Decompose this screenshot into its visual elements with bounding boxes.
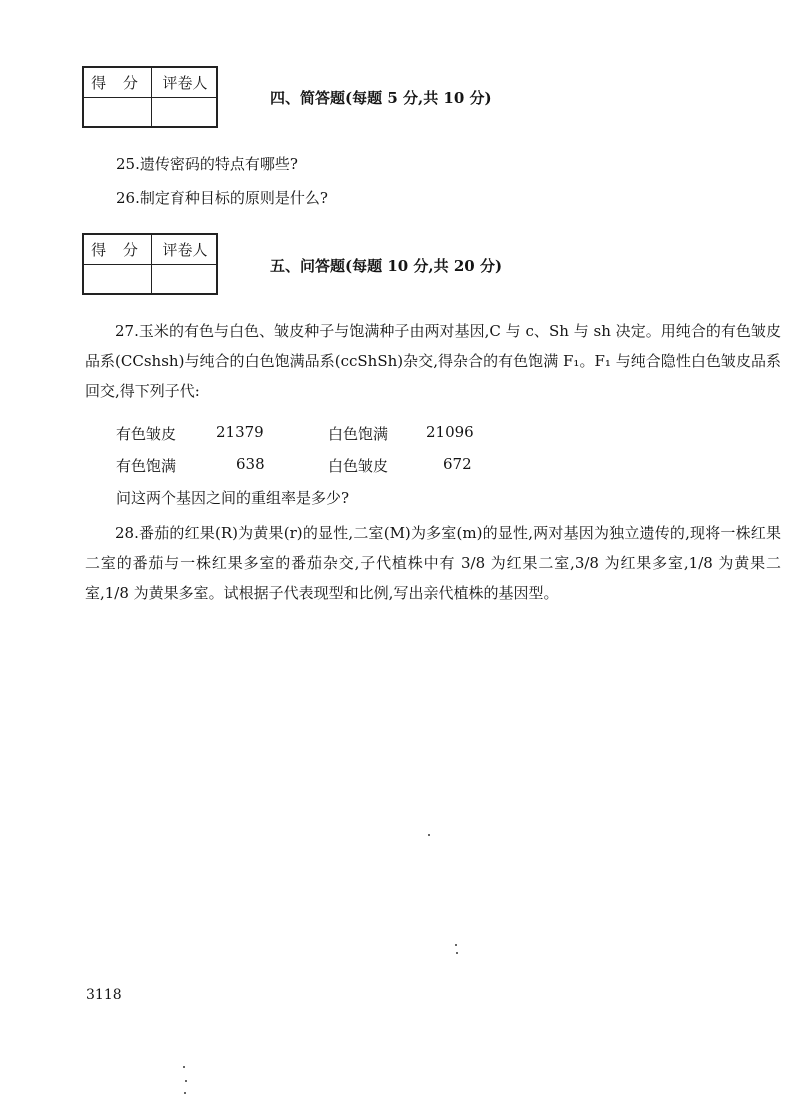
question-27-text: 27.玉米的有色与白色、皱皮种子与饱满种子由两对基因,C 与 c、Sh 与 sh 决定。用纯合的有色皱皮品系(CCshsh)与纯合的白色饱满品系(ccShSh)杂交,得杂合的有色饱满 F₁。F₁ 与纯合隐性白色皱皮品系回交,得下列子代: xyxy=(85,322,781,400)
grader-label: 评卷人 xyxy=(162,241,208,259)
offspring-label: 有色皱皮 xyxy=(116,425,177,443)
offspring-label: 白色饱满 xyxy=(328,425,389,443)
question-27 xyxy=(85,316,781,406)
grader-label: 评卷人 xyxy=(162,74,208,92)
offspring-label: 白色皱皮 xyxy=(328,457,389,475)
offspring-value: 21096 xyxy=(426,423,474,441)
offspring-value: 21379 xyxy=(216,423,264,441)
score-box-section-5 xyxy=(82,233,218,295)
score-label: 得 分 xyxy=(91,74,144,92)
question-25: 25.遗传密码的特点有哪些? xyxy=(116,155,298,173)
question-27-ask: 问这两个基因之间的重组率是多少? xyxy=(116,489,350,507)
section-5-title: 五、问答题(每题 10 分,共 20 分) xyxy=(270,257,503,275)
offspring-row xyxy=(116,423,474,444)
question-26: 26.制定育种目标的原则是什么? xyxy=(116,189,328,207)
question-28-text: 28.番茄的红果(R)为黄果(r)的显性,二室(M)为多室(m)的显性,两对基因为独立遗传的,现将一株红果二室的番茄与一株红果多室的番茄杂交,子代植株中有 3/8 为红果二室,3/8 为红果多室,1/8 为黄果二室,1/8 为黄果多室。试根据子代表现型和比例,写出亲代植株的基因型。 xyxy=(85,524,781,602)
offspring-label: 有色饱满 xyxy=(116,457,177,475)
offspring-row xyxy=(116,455,472,476)
page-number: 3118 xyxy=(86,987,122,1003)
score-label: 得 分 xyxy=(91,241,144,259)
offspring-value: 638 xyxy=(236,455,265,473)
section-4-title: 四、简答题(每题 5 分,共 10 分) xyxy=(270,89,492,107)
score-box-section-4 xyxy=(82,66,218,128)
offspring-value: 672 xyxy=(443,455,472,473)
question-28 xyxy=(85,518,781,608)
